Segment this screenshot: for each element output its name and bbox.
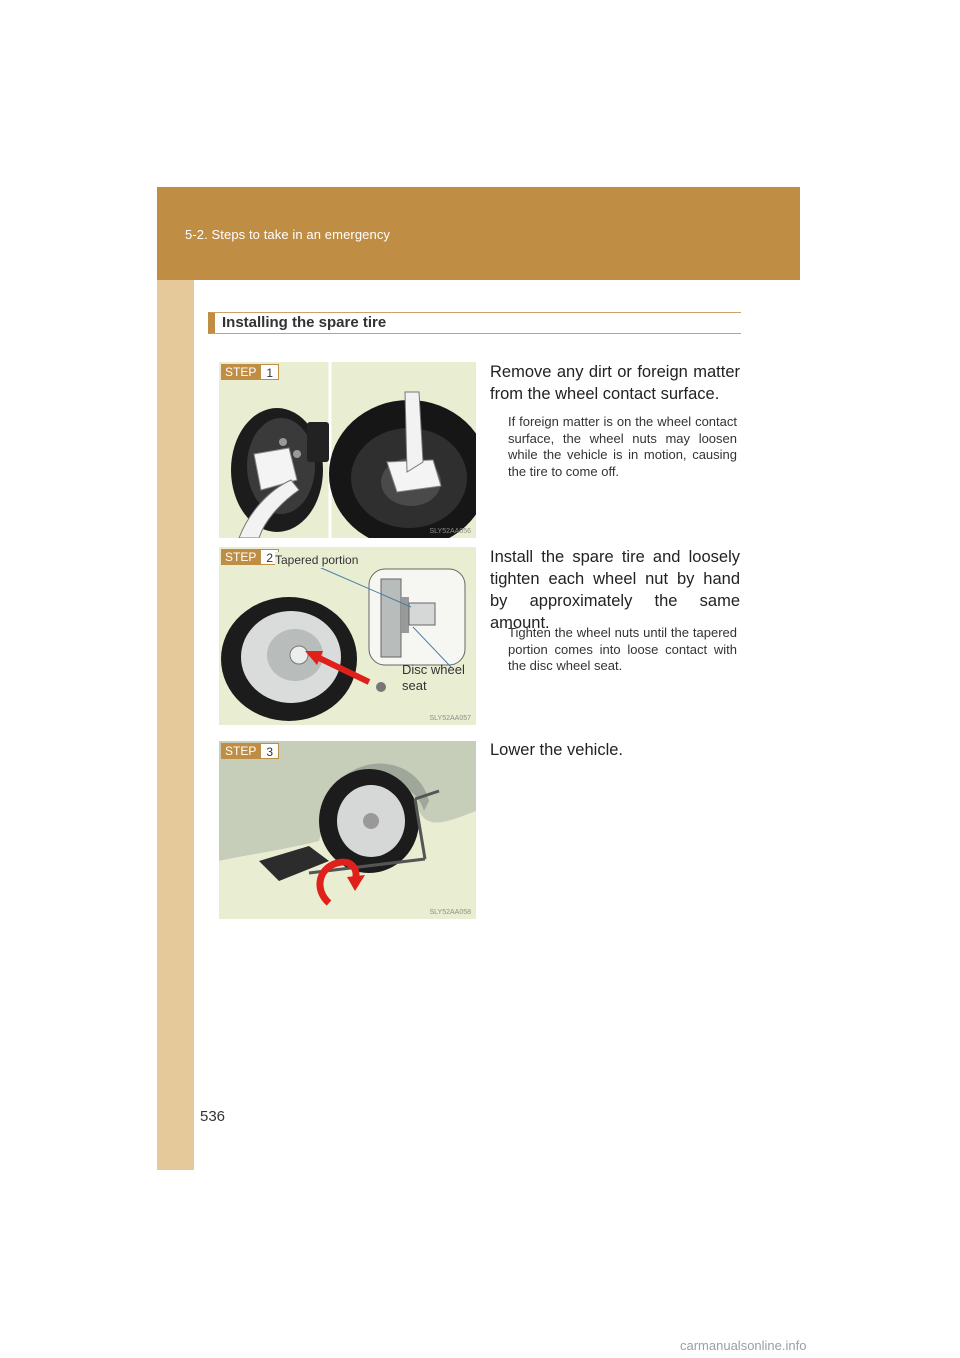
step-word: STEP — [221, 743, 260, 759]
step3-illustration — [219, 741, 476, 919]
figure-code: SLY52AA057 — [429, 715, 471, 722]
step2-badge — [221, 549, 279, 565]
step3-title: Lower the vehicle. — [490, 741, 623, 759]
section-title: Installing the spare tire — [222, 314, 387, 331]
step1-figure — [219, 362, 476, 538]
figure-code: SLY52AA056 — [429, 528, 471, 535]
side-strip — [157, 280, 194, 1170]
step1-note: If foreign matter is on the wheel contact surface, the wheel nuts may loosen while the vehicle is in motion, causing the tire to come off. — [508, 414, 737, 479]
step-word: STEP — [221, 549, 260, 565]
step2-note: Tighten the wheel nuts until the tapered portion comes into loose contact with the disc wheel seat. — [508, 625, 737, 673]
step-word: STEP — [221, 364, 260, 380]
disc-wheel-seat-callout: Disc wheel seat — [402, 662, 465, 693]
step2-title: Install the spare tire and loosely tighten each wheel nut by hand by approximately the same amount. — [490, 548, 740, 632]
step2-illustration — [219, 547, 476, 725]
step3-figure — [219, 741, 476, 919]
section-header-band — [157, 187, 800, 280]
page-number: 536 — [200, 1108, 226, 1125]
step1-badge — [221, 364, 279, 380]
step3-badge — [221, 743, 279, 759]
step-number: 1 — [260, 364, 279, 380]
step1-illustration — [219, 362, 476, 538]
section-heading — [208, 312, 741, 334]
section-label: 5-2. Steps to take in an emergency — [185, 227, 391, 242]
tapered-portion-callout: Tapered portion — [275, 553, 359, 567]
watermark: carmanualsonline.info — [680, 1338, 807, 1353]
figure-code: SLY52AA058 — [429, 909, 471, 916]
step1-title: Remove any dirt or foreign matter from the wheel contact surface. — [490, 363, 740, 403]
step-number: 3 — [260, 743, 279, 759]
step-number: 2 — [260, 549, 279, 565]
step2-figure — [219, 547, 476, 725]
